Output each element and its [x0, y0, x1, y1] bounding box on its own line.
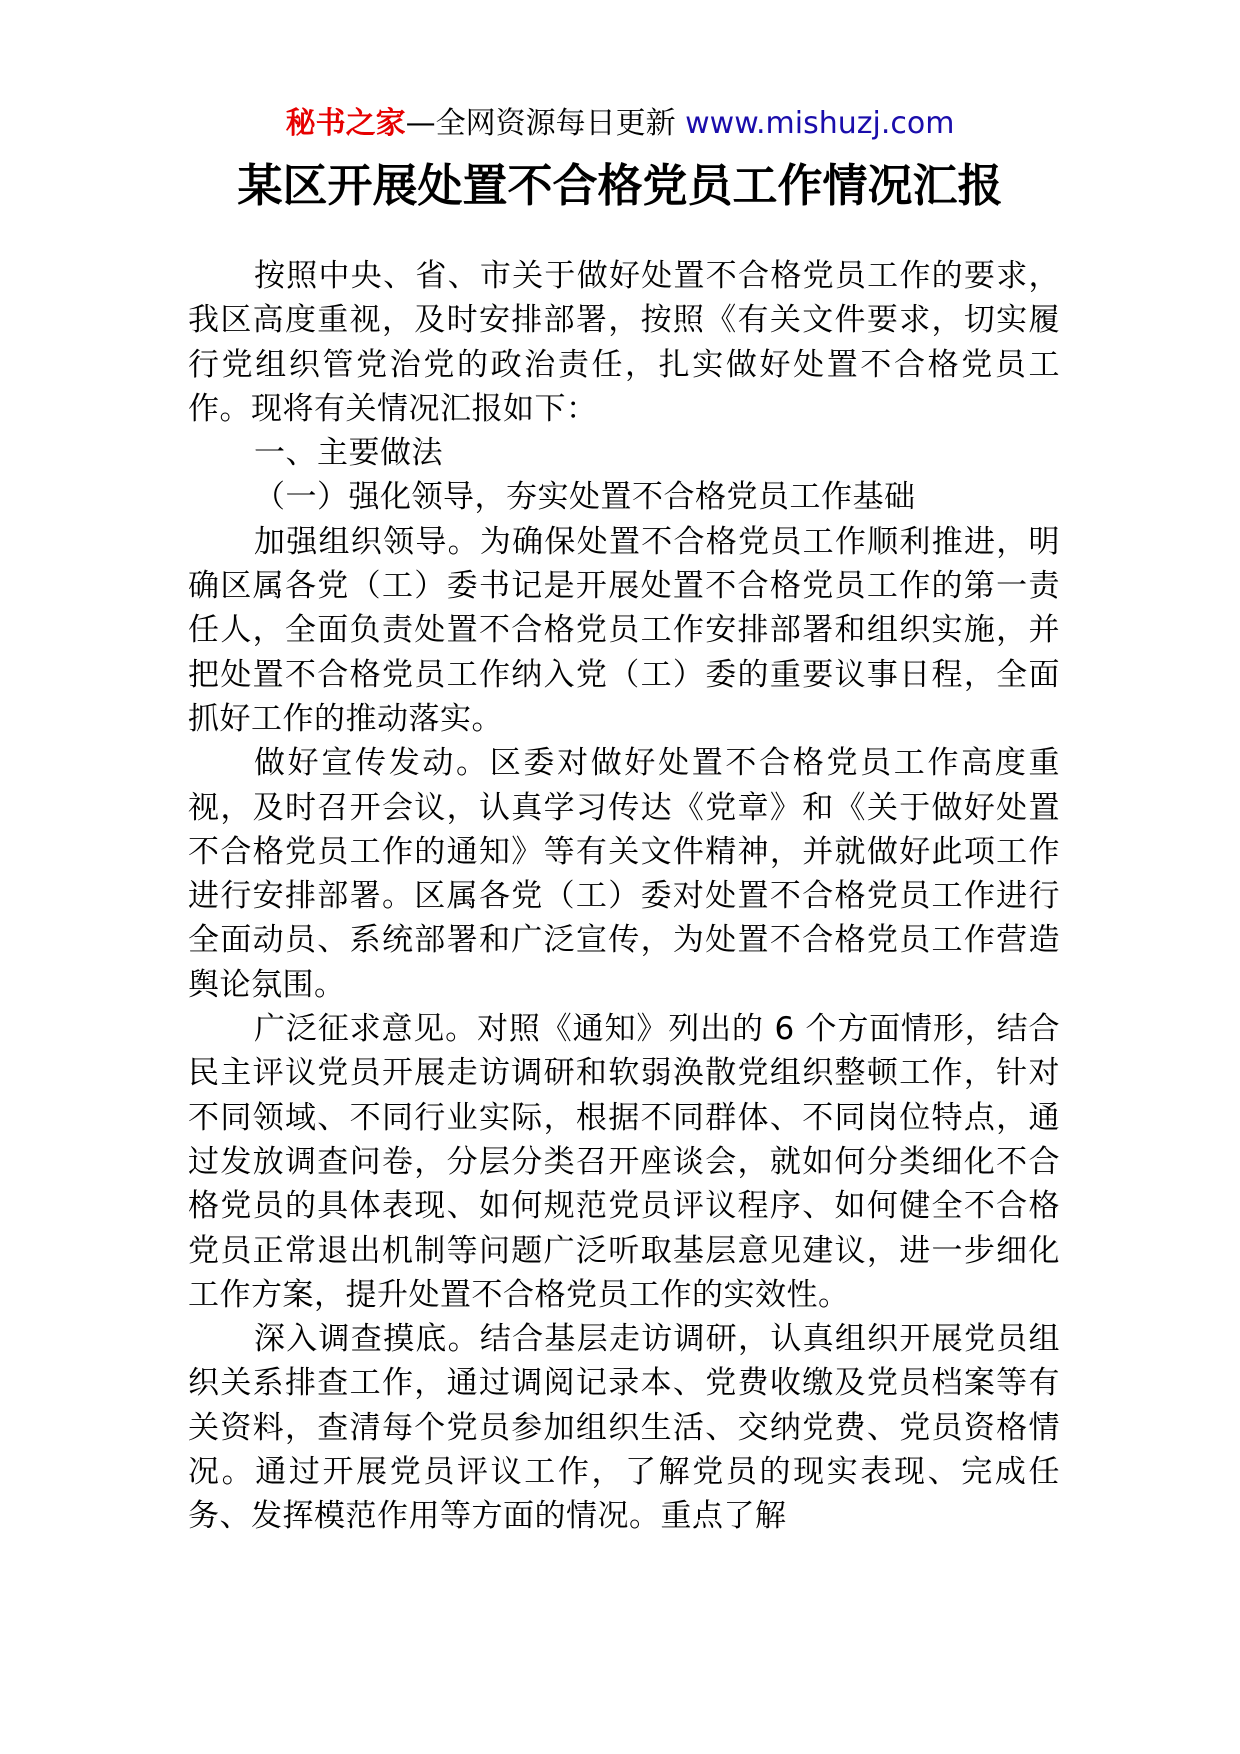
body-paragraph: 做好宣传发动。区委对做好处置不合格党员工作高度重视，及时召开会议，认真学习传达《党章》和《关于做好处置不合格党员工作的通知》等有关文件精神，并就做好此项工作进行安排部署。区属各党（工）委对处置不合格党员工作进行全面动员、系统部署和广泛宣传，为处置不合格党员工作营造舆论氛围。	[188, 745, 1060, 1003]
document-title: 某区开展处置不合格党员工作情况汇报	[237, 159, 1003, 212]
header-banner	[0, 104, 1240, 144]
intro-paragraph: 按照中央、省、市关于做好处置不合格党员工作的要求，我区高度重视，及时安排部署，按照《有关文件要求，切实履行党组织管党治党的政治责任，扎实做好处置不合格党员工作。现将有关情况汇报如下：	[188, 258, 1060, 427]
body-paragraph: 深入调查摸底。结合基层走访调研，认真组织开展党员组织关系排查工作，通过调阅记录本、党费收缴及党员档案等有关资料，查清每个党员参加组织生活、交纳党费、党员资格情况。通过开展党员评议工作，了解党员的现实表现、完成任务、发挥模范作用等方面的情况。重点了解	[188, 1321, 1060, 1535]
body-paragraph: 加强组织领导。为确保处置不合格党员工作顺利推进，明确区属各党（工）委书记是开展处置不合格党员工作的第一责任人，全面负责处置不合格党员工作安排部署和组织实施，并把处置不合格党员工作纳入党（工）委的重要议事日程，全面抓好工作的推动落实。	[188, 523, 1060, 737]
document-body	[188, 254, 1060, 1539]
body-paragraph: 广泛征求意见。对照《通知》列出的 6 个方面情形，结合民主评议党员开展走访调研和软弱涣散党组织整顿工作，针对不同领域、不同行业实际，根据不同群体、不同岗位特点，通过发放调查问卷，分层分类召开座谈会，就如何分类细化不合格党员的具体表现、如何规范党员评议程序、如何健全不合格党员正常退出机制等问题广泛听取基层意见建议，进一步细化工作方案，提升处置不合格党员工作的实效性。	[188, 1011, 1060, 1313]
site-link[interactable]: www.mishuzj.com	[685, 106, 955, 141]
header-slogan: —全网资源每日更新	[405, 106, 686, 141]
subsection-heading: （一）强化领导，夯实处置不合格党员工作基础	[254, 479, 916, 516]
section-heading: 一、主要做法	[254, 435, 443, 472]
brand-name: 秘书之家	[285, 106, 406, 141]
